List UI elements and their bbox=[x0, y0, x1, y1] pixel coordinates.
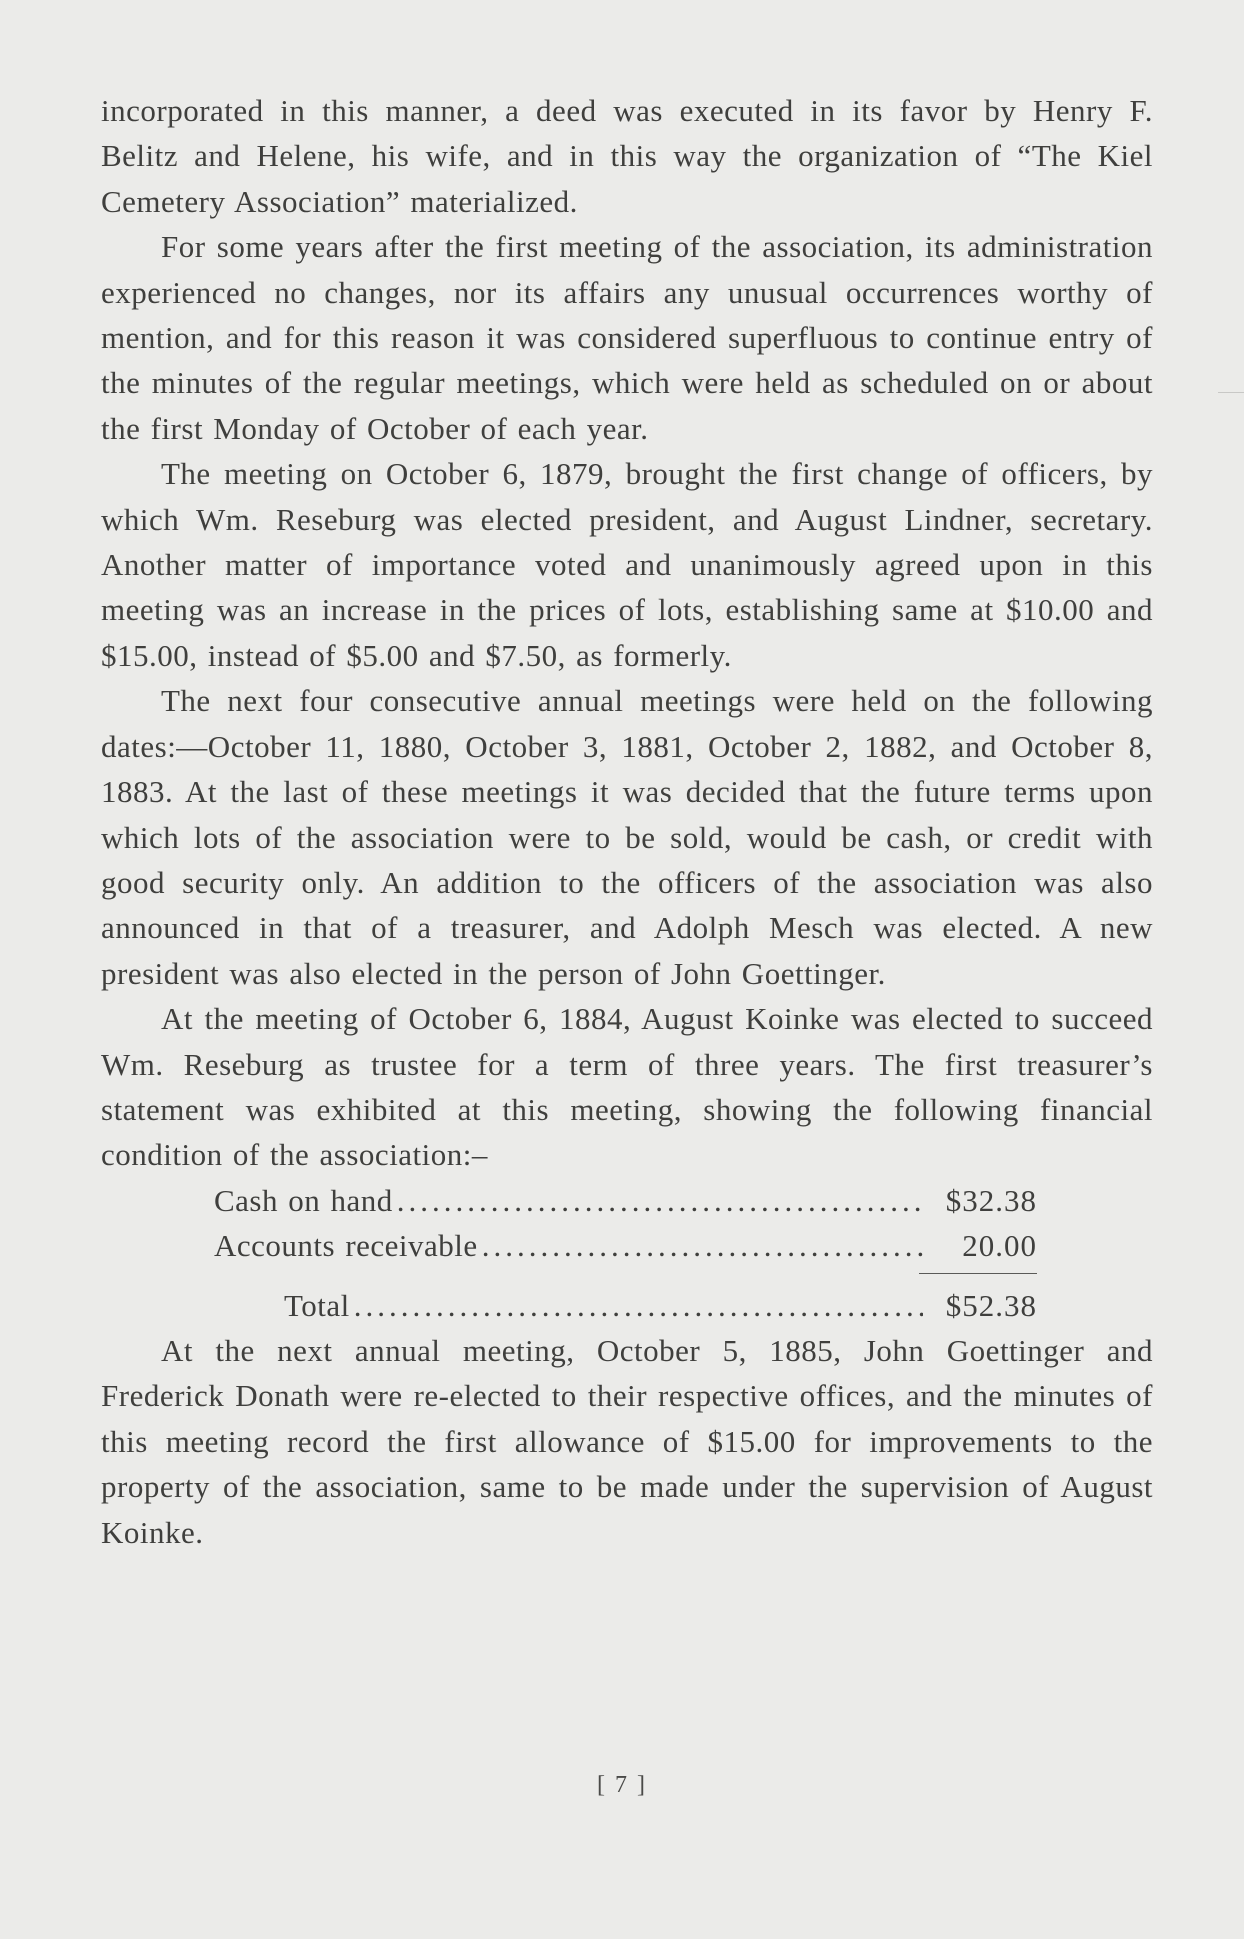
margin-mark bbox=[1218, 392, 1244, 393]
paragraph-5: At the meeting of October 6, 1884, August Koinke was elected to succeed Wm. Reseburg as trustee for a term of three years. The first treasurer’s statement was exhibited at this meeting, showing the following financial condition of the association:– bbox=[101, 1001, 1153, 1173]
page-body bbox=[101, 88, 1153, 1555]
statement-label: Accounts receivable bbox=[214, 1228, 478, 1264]
page-number: [ 7 ] bbox=[597, 1772, 647, 1798]
paragraph-1: incorporated in this manner, a deed was executed in its favor by Henry F. Belitz and Helene, his wife, and in this way the organization of “The Kiel Cemetery Association” materialized. bbox=[101, 93, 1153, 219]
paragraph-4: The next four consecutive annual meetings were held on the following dates:—October 11, 1880, October 3, 1881, October 2, 1882, and October 8, 1883. At the last of these meetings it was decided that the future terms upon which lots of the association were to be sold, would be cash, or credit with good security only. An addition to the officers of the association was also announced in that of a treasurer, and Adolph Mesch was elected. A new president was also elected in the person of John Goettinger. bbox=[101, 683, 1153, 991]
statement-total-amount: $52.38 bbox=[945, 1287, 1037, 1323]
statement-row-total bbox=[214, 1283, 1037, 1328]
paragraph-6: At the next annual meeting, October 5, 1885, John Goettinger and Frederick Donath were re-elected to their respective offices, and the minutes of this meeting record the first allowance of $15.00 for improvements to the property of the association, same to be made under the supervision of August Koinke. bbox=[101, 1332, 1153, 1550]
paragraph-3: The meeting on October 6, 1879, brought the first change of officers, by which Wm. Reseburg was elected president, and August Lindner, secretary. Another matter of importance voted and unanimously agreed upon in this meeting was an increase in the prices of lots, establishing same at $10.00 and $15.00, instead of $5.00 and $7.50, as formerly. bbox=[101, 456, 1153, 673]
leader-dots bbox=[482, 1223, 923, 1268]
paragraph-2: For some years after the first meeting of the association, its administration experienced no changes, nor its affairs any unusual occurrences worthy of mention, and for this reason it was considered superfluous to continue entry of the minutes of the regular meetings, which were held as scheduled on or about the first Monday of October of each year. bbox=[101, 229, 1153, 446]
treasurer-statement bbox=[214, 1178, 1037, 1328]
statement-label: Cash on hand bbox=[214, 1182, 393, 1218]
statement-amount: $32.38 bbox=[945, 1182, 1037, 1218]
sum-rule-row bbox=[214, 1269, 1037, 1283]
leader-dots bbox=[397, 1178, 923, 1223]
sum-rule bbox=[919, 1273, 1037, 1274]
statement-row-cash bbox=[214, 1178, 1037, 1223]
statement-row-receivable bbox=[214, 1223, 1037, 1268]
leader-dots bbox=[354, 1283, 923, 1328]
statement-total-label: Total bbox=[284, 1287, 350, 1323]
statement-amount: 20.00 bbox=[962, 1228, 1037, 1264]
